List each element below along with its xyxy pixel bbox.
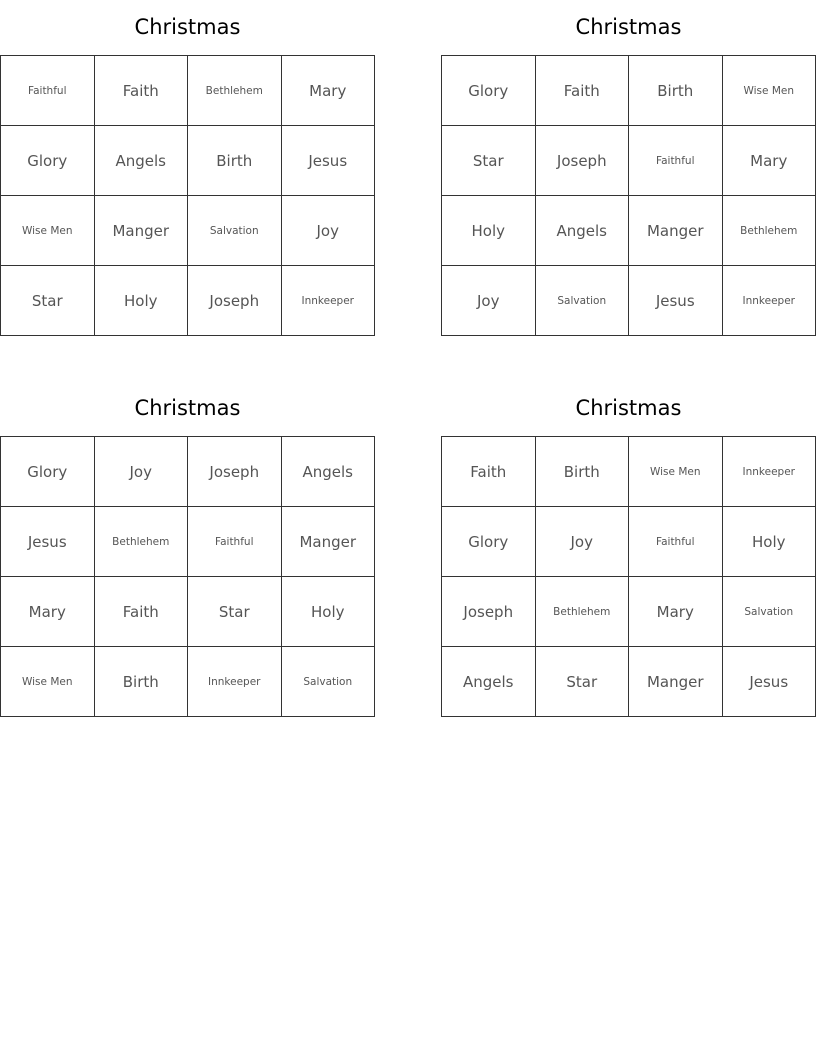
- bingo-cell: Bethlehem: [188, 56, 282, 126]
- bingo-cell: Wise Men: [1, 647, 95, 717]
- bingo-cell: Innkeeper: [188, 647, 282, 717]
- bingo-cell: Joy: [442, 266, 536, 336]
- bingo-cell: Innkeeper: [723, 437, 816, 507]
- bingo-cell: Mary: [282, 56, 376, 126]
- bingo-cell: Joseph: [188, 266, 282, 336]
- bingo-cell: Faith: [95, 577, 189, 647]
- bingo-cell: Star: [188, 577, 282, 647]
- bingo-cell: Glory: [1, 126, 95, 196]
- bingo-cell: Manger: [282, 507, 376, 577]
- bingo-cell: Angels: [536, 196, 630, 266]
- bingo-cell: Holy: [282, 577, 376, 647]
- bingo-cell: Faithful: [629, 126, 723, 196]
- bingo-grid: [441, 55, 816, 336]
- bingo-cell: Star: [1, 266, 95, 336]
- bingo-cell: Faithful: [629, 507, 723, 577]
- bingo-cell: Holy: [442, 196, 536, 266]
- bingo-card-4: [441, 381, 816, 717]
- bingo-cell: Jesus: [629, 266, 723, 336]
- bingo-cell: Faith: [536, 56, 630, 126]
- bingo-cell: Salvation: [188, 196, 282, 266]
- bingo-grid: [441, 436, 816, 717]
- card-title: Christmas: [575, 15, 682, 39]
- bingo-cell: Glory: [442, 507, 536, 577]
- bingo-cell: Holy: [723, 507, 816, 577]
- bingo-grid: [0, 55, 375, 336]
- bingo-cell: Star: [442, 126, 536, 196]
- bingo-cell: Manger: [95, 196, 189, 266]
- bingo-cell: Bethlehem: [536, 577, 630, 647]
- bingo-cell: Mary: [723, 126, 816, 196]
- bingo-cell: Mary: [1, 577, 95, 647]
- bingo-cell: Bethlehem: [95, 507, 189, 577]
- bingo-cell: Innkeeper: [282, 266, 376, 336]
- bingo-cell: Birth: [536, 437, 630, 507]
- bingo-cell: Faithful: [1, 56, 95, 126]
- bingo-cell: Jesus: [1, 507, 95, 577]
- bingo-cell: Joseph: [536, 126, 630, 196]
- bingo-cell: Mary: [629, 577, 723, 647]
- bingo-cell: Wise Men: [629, 437, 723, 507]
- bingo-cell: Angels: [282, 437, 376, 507]
- bingo-cell: Joy: [282, 196, 376, 266]
- bingo-cell: Joseph: [442, 577, 536, 647]
- bingo-cell: Jesus: [282, 126, 376, 196]
- bingo-card-3: [0, 381, 375, 717]
- bingo-cell: Wise Men: [723, 56, 816, 126]
- bingo-cell: Salvation: [282, 647, 376, 717]
- bingo-cell: Manger: [629, 196, 723, 266]
- bingo-cell: Salvation: [723, 577, 816, 647]
- bingo-card-1: [0, 0, 375, 336]
- bingo-cell: Joy: [95, 437, 189, 507]
- bingo-cell: Wise Men: [1, 196, 95, 266]
- bingo-cell: Birth: [95, 647, 189, 717]
- bingo-cell: Manger: [629, 647, 723, 717]
- bingo-cell: Innkeeper: [723, 266, 816, 336]
- card-title: Christmas: [134, 396, 241, 420]
- bingo-cell: Star: [536, 647, 630, 717]
- bingo-card-2: [441, 0, 816, 336]
- bingo-cell: Joseph: [188, 437, 282, 507]
- bingo-cell: Birth: [188, 126, 282, 196]
- bingo-cell: Faith: [442, 437, 536, 507]
- bingo-cell: Bethlehem: [723, 196, 816, 266]
- bingo-cell: Holy: [95, 266, 189, 336]
- bingo-cell: Jesus: [723, 647, 816, 717]
- bingo-cell: Angels: [442, 647, 536, 717]
- bingo-cell: Joy: [536, 507, 630, 577]
- card-title: Christmas: [134, 15, 241, 39]
- card-title: Christmas: [575, 396, 682, 420]
- bingo-cell: Faithful: [188, 507, 282, 577]
- bingo-cell: Salvation: [536, 266, 630, 336]
- bingo-cell: Birth: [629, 56, 723, 126]
- bingo-cell: Glory: [442, 56, 536, 126]
- bingo-cell: Glory: [1, 437, 95, 507]
- bingo-cell: Faith: [95, 56, 189, 126]
- bingo-cell: Angels: [95, 126, 189, 196]
- bingo-grid: [0, 436, 375, 717]
